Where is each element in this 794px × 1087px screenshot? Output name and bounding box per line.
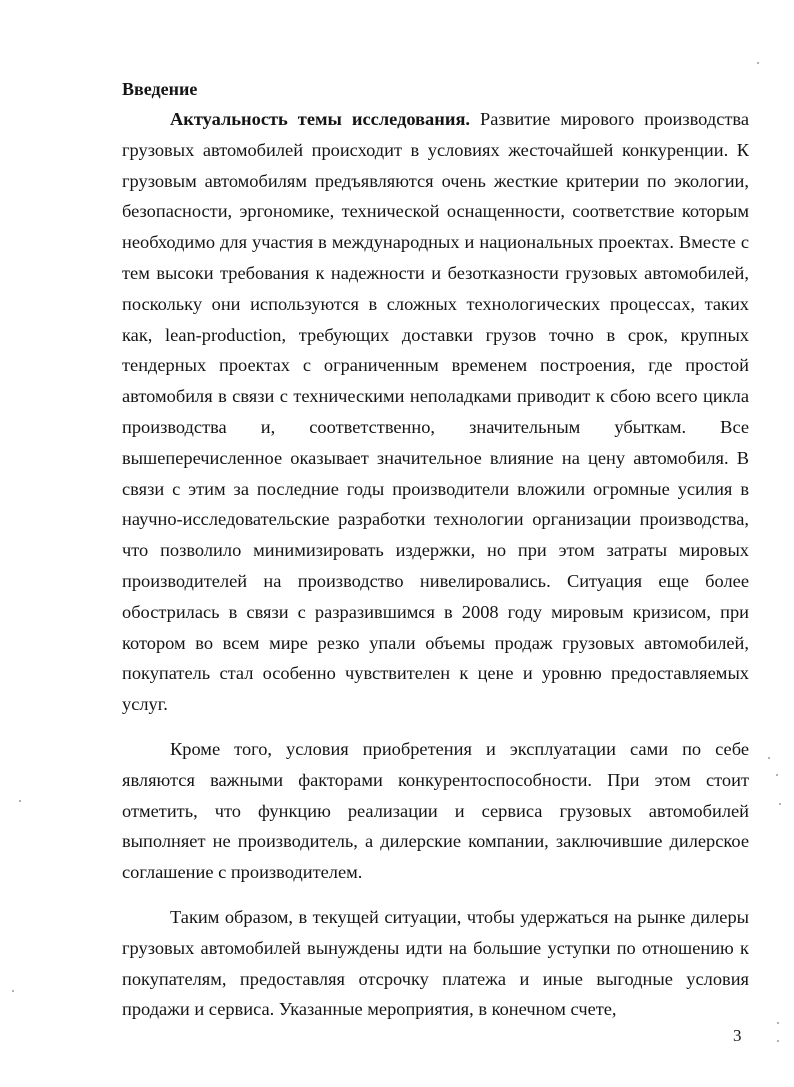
page-number: 3 — [733, 1026, 742, 1045]
document-body — [122, 74, 749, 1025]
paragraph-lead-bold: Актуальность темы исследования. — [170, 109, 470, 129]
scan-speck — [777, 1022, 779, 1024]
scan-speck — [776, 774, 778, 776]
paragraph-relevance — [122, 104, 749, 720]
paragraph-conditions — [122, 734, 749, 888]
scan-speck — [757, 62, 759, 64]
scan-speck — [768, 757, 770, 759]
scan-speck — [12, 990, 14, 992]
paragraph-text: Таким образом, в текущей ситуации, чтобы удержаться на рынке дилеры грузовых автомобилей вынуждены идти на большие уступки по отношению к покупателям, предоставляя отсрочку платежа и иные выгодные условия продажи и сервиса. Указанные мероприятия, в конечном счете, — [122, 906, 749, 1020]
scan-speck — [19, 800, 21, 802]
section-heading: Введение — [122, 79, 198, 99]
scan-speck — [779, 803, 781, 805]
paragraph-text: Развитие мирового производства грузовых автомобилей происходит в условиях жесточайшей конкуренции. К грузовым автомобилям предъявляются очень жесткие критерии по экологии, безопасности, эргономике, технической оснащенности, соответствие которым необходимо для участия в международных и национальных проектах. Вместе с тем высоки требования к надежности и безотказности грузовых автомобилей, поскольку они используются в сложных технологических процессах, таких как, lean-production, требующих доставки грузов точно в срок, крупных тендерных проектах с ограниченным временем построения, где простой автомобиля в связи с техническими неполадками приводит к сбою всего цикла производства и, соответственно, значительным убыткам. Все вышеперечисленное оказывает значительное влияние на цену автомобиля. В связи с этим за последние годы производители вложили огромные усилия в научно-исследовательские разработки технологии организации производства, что позволило минимизировать издержки, но при этом затраты мировых производителей на производство нивелировались. Ситуация еще более обострилась в связи с разразившимся в 2008 году мировым кризисом, при котором во всем мире резко упали объемы продаж грузовых автомобилей, покупатель стал особенно чувствителен к цене и уровню предоставляемых услуг. — [122, 109, 750, 715]
paragraph-dealers — [122, 902, 749, 1025]
paragraph-text: Кроме того, условия приобретения и эксплуатации сами по себе являются важными факторами конкурентоспособности. При этом стоит отметить, что функцию реализации и сервиса грузовых автомобилей выполняет не производитель, а дилерские компании, заключившие дилерское соглашение с производителем. — [122, 738, 749, 883]
scan-speck — [777, 1040, 779, 1042]
